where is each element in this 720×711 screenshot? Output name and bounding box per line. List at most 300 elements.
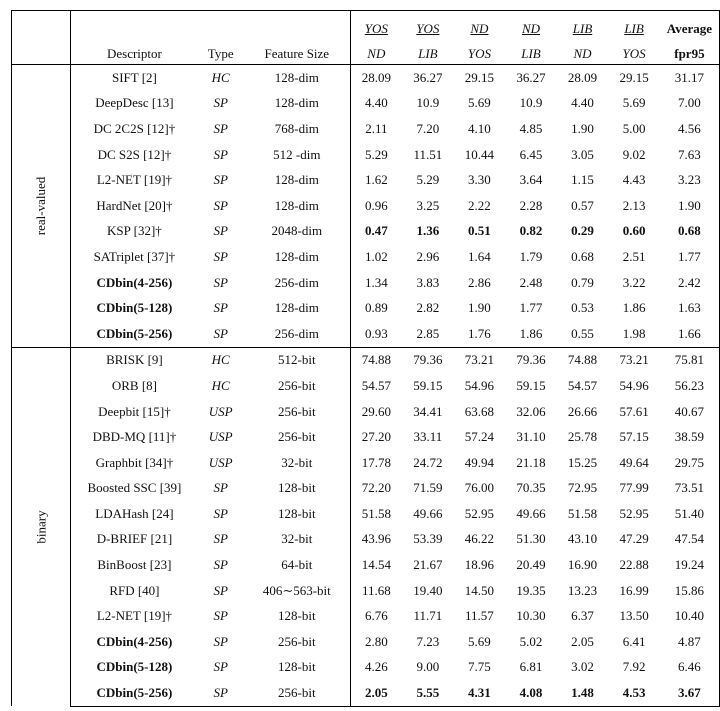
average-value: 4.87 [678, 633, 701, 649]
fpr-value-cell [505, 65, 557, 91]
fpr-value: 15.25 [567, 454, 598, 470]
descriptor-type: SP [213, 557, 228, 573]
table-row [12, 527, 720, 553]
descriptor-type-cell [197, 373, 244, 399]
fpr-value: 11.51 [413, 146, 443, 162]
fpr-value-cell [505, 552, 557, 578]
fpr-value: 22.88 [619, 557, 649, 573]
feature-size-cell [244, 244, 350, 270]
descriptor-name: Boosted SSC [39] [87, 480, 182, 496]
fpr-value: 54.96 [464, 377, 495, 393]
fpr-value: 10.9 [416, 95, 440, 111]
descriptor-type-cell [197, 501, 244, 527]
fpr-value: 29.15 [619, 69, 649, 85]
descriptor-type: SP [213, 685, 228, 701]
fpr-value-cell [608, 244, 660, 270]
fpr-value-cell [608, 167, 660, 193]
fpr-value: 0.47 [364, 223, 388, 239]
fpr-value: 79.36 [516, 352, 546, 368]
descriptor-name-cell [71, 578, 197, 604]
descriptor-name-cell [71, 347, 197, 373]
fpr-value: 2.05 [571, 633, 594, 649]
average-value: 7.63 [678, 146, 701, 162]
average-value: 29.75 [674, 454, 705, 470]
feature-size: 256-bit [278, 377, 316, 393]
fpr-value: 7.20 [416, 120, 440, 136]
table-row [12, 578, 720, 604]
fpr-value-cell [454, 219, 506, 245]
descriptor-name: L2-NET [19]† [96, 172, 173, 188]
feature-size-cell [244, 424, 350, 450]
average-value-cell [660, 655, 720, 681]
fpr-value-cell [608, 142, 660, 168]
header-test-0: ND [367, 46, 386, 61]
average-value-cell [660, 373, 720, 399]
descriptor-type-cell [197, 65, 244, 91]
fpr-value: 0.60 [622, 223, 646, 239]
table-body [12, 65, 720, 707]
feature-size-cell [244, 270, 350, 296]
descriptor-type: SP [213, 172, 228, 188]
feature-size-cell [244, 219, 350, 245]
fpr-value: 2.05 [364, 685, 388, 701]
descriptor-name-cell [71, 219, 197, 245]
fpr-value: 5.29 [416, 172, 440, 188]
descriptor-name: KSP [32]† [107, 223, 162, 239]
descriptor-type: SP [213, 480, 228, 496]
fpr-value-cell [557, 680, 609, 706]
fpr-value-cell [402, 629, 454, 655]
descriptor-type-cell [197, 552, 244, 578]
fpr-value-cell [454, 347, 506, 373]
header-train-3: ND [521, 21, 540, 36]
fpr-value-cell [454, 680, 506, 706]
average-value-cell [660, 347, 720, 373]
feature-size-cell [244, 193, 350, 219]
average-value: 31.17 [674, 69, 705, 85]
header-test-2: YOS [467, 46, 491, 61]
fpr-value-cell [505, 450, 557, 476]
fpr-value: 43.10 [567, 531, 598, 547]
fpr-value: 20.49 [516, 557, 546, 573]
fpr-value: 24.72 [413, 454, 443, 470]
descriptor-type-cell [197, 295, 244, 321]
fpr-value-cell [402, 244, 454, 270]
fpr-value-cell [402, 167, 454, 193]
fpr-value-cell [350, 527, 402, 553]
descriptor-name-cell [71, 476, 197, 502]
fpr-value-cell [350, 424, 402, 450]
fpr-value: 51.58 [361, 505, 391, 521]
fpr-value: 21.67 [413, 557, 443, 573]
average-value-cell [660, 244, 720, 270]
descriptor-name-cell [71, 270, 197, 296]
header-group-cell-2 [12, 37, 71, 65]
fpr-value-cell [608, 629, 660, 655]
header-fpr95: fpr95 [674, 46, 705, 61]
fpr-value: 5.02 [519, 633, 543, 649]
fpr-value: 1.34 [364, 274, 388, 290]
descriptor-type: SP [213, 248, 228, 264]
fpr-value: 52.95 [464, 505, 495, 521]
feature-size: 406∼563-bit [262, 582, 331, 598]
feature-size: 128-bit [278, 608, 316, 624]
fpr-value-cell [402, 270, 454, 296]
descriptor-name: RFD [40] [109, 582, 160, 598]
fpr-value-cell [505, 373, 557, 399]
descriptor-name-cell [71, 167, 197, 193]
header-test-3: LIB [521, 46, 541, 61]
fpr-value: 79.36 [413, 352, 443, 368]
fpr-value: 28.09 [361, 69, 391, 85]
fpr-value-cell [505, 527, 557, 553]
fpr-value-cell [454, 501, 506, 527]
fpr-value-cell [454, 295, 506, 321]
fpr-value-cell [557, 450, 609, 476]
descriptor-type-cell [197, 527, 244, 553]
descriptor-type: SP [213, 325, 228, 341]
fpr-value: 36.27 [413, 69, 443, 85]
descriptor-name: DBD-MQ [11]† [92, 429, 177, 445]
average-value: 1.77 [678, 248, 701, 264]
descriptor-name-cell [71, 373, 197, 399]
fpr-value-cell [350, 655, 402, 681]
fpr-value-cell [557, 655, 609, 681]
fpr-value-cell [505, 501, 557, 527]
fpr-value: 1.62 [364, 172, 388, 188]
fpr-value-cell [454, 629, 506, 655]
average-value-cell [660, 270, 720, 296]
fpr-value-cell [350, 142, 402, 168]
fpr-value: 21.18 [516, 454, 546, 470]
header-row-top [12, 11, 720, 38]
table-row [12, 373, 720, 399]
descriptor-type-cell [197, 270, 244, 296]
descriptor-name-cell [71, 295, 197, 321]
table-row [12, 116, 720, 142]
feature-size: 768-dim [274, 120, 319, 136]
fpr-value-cell [402, 347, 454, 373]
fpr-value-cell [505, 116, 557, 142]
fpr-value-cell [608, 603, 660, 629]
fpr-value: 2.48 [519, 274, 543, 290]
descriptor-name: BinBoost [23] [97, 557, 172, 573]
fpr-value-cell [350, 552, 402, 578]
fpr-value: 51.30 [516, 531, 546, 547]
average-value-cell [660, 321, 720, 347]
header-train-1: YOS [416, 21, 440, 36]
fpr-value: 29.15 [464, 69, 495, 85]
fpr-value: 36.27 [516, 69, 546, 85]
average-value: 40.67 [674, 403, 705, 419]
fpr-value-cell [608, 680, 660, 706]
fpr-value: 54.57 [567, 377, 598, 393]
descriptor-type: USP [208, 454, 233, 470]
descriptor-name-cell [71, 629, 197, 655]
fpr-value: 1.79 [519, 248, 543, 264]
descriptor-type-cell [197, 347, 244, 373]
header-train-5: LIB [624, 21, 644, 36]
table-row [12, 399, 720, 425]
fpr-value: 14.54 [361, 557, 391, 573]
fpr-value: 32.06 [516, 403, 546, 419]
fpr-value-cell [402, 219, 454, 245]
feature-size: 128-bit [278, 505, 316, 521]
fpr-value-cell [350, 193, 402, 219]
feature-size: 256-dim [274, 325, 319, 341]
fpr-value: 13.50 [619, 608, 649, 624]
fpr-value-cell [454, 270, 506, 296]
descriptor-type-cell [197, 116, 244, 142]
average-value-cell [660, 295, 720, 321]
fpr-value: 49.66 [413, 505, 443, 521]
fpr-value-cell [454, 399, 506, 425]
fpr-value: 29.60 [361, 403, 391, 419]
header-average: Average [666, 21, 713, 36]
descriptor-type-cell [197, 578, 244, 604]
fpr-value-cell [402, 193, 454, 219]
descriptor-type-cell [197, 629, 244, 655]
feature-size: 32-bit [281, 531, 313, 547]
fpr-value: 73.21 [464, 352, 495, 368]
average-value: 3.23 [678, 172, 701, 188]
table-row [12, 193, 720, 219]
feature-size: 64-bit [281, 557, 313, 573]
fpr-value-cell [608, 219, 660, 245]
fpr-value-cell [454, 373, 506, 399]
descriptor-name-cell [71, 244, 197, 270]
fpr-value: 2.85 [416, 325, 440, 341]
feature-size: 128-bit [278, 659, 316, 675]
descriptor-type: HC [211, 377, 230, 393]
fpr-value-cell [402, 424, 454, 450]
fpr-value: 5.69 [468, 95, 491, 111]
fpr-value: 17.78 [361, 454, 391, 470]
average-value: 0.68 [678, 223, 701, 239]
fpr-value-cell [557, 244, 609, 270]
fpr-value: 10.44 [464, 146, 495, 162]
fpr-value: 16.90 [567, 557, 598, 573]
header-train-2: ND [470, 21, 489, 36]
fpr-value-cell [505, 424, 557, 450]
fpr-value: 7.23 [416, 633, 440, 649]
fpr-value-cell [350, 501, 402, 527]
table-row [12, 219, 720, 245]
fpr-value-cell [350, 399, 402, 425]
fpr-value: 4.31 [468, 685, 491, 701]
descriptor-name: DC 2C2S [12]† [93, 120, 176, 136]
descriptor-type: SP [213, 608, 228, 624]
fpr-value-cell [454, 450, 506, 476]
fpr-value: 2.28 [519, 197, 543, 213]
average-value-cell [660, 399, 720, 425]
feature-size: 512 -dim [273, 146, 321, 162]
fpr-value: 5.69 [468, 633, 491, 649]
average-value: 7.00 [678, 95, 701, 111]
fpr-value: 3.64 [519, 172, 543, 188]
table-row [12, 552, 720, 578]
fpr-value: 54.96 [619, 377, 649, 393]
fpr-value: 52.95 [619, 505, 649, 521]
fpr-value-cell [350, 321, 402, 347]
fpr-value: 5.00 [622, 120, 646, 136]
descriptor-type-cell [197, 655, 244, 681]
average-value-cell [660, 193, 720, 219]
fpr-value-cell [350, 116, 402, 142]
fpr-value: 0.96 [364, 197, 388, 213]
fpr-value-cell [557, 603, 609, 629]
fpr-value: 51.58 [567, 505, 598, 521]
fpr-value-cell [454, 424, 506, 450]
fpr-value: 0.93 [364, 325, 388, 341]
descriptor-type: SP [213, 582, 228, 598]
average-value-cell [660, 91, 720, 117]
descriptor-name: LDAHash [24] [95, 505, 174, 521]
feature-size-cell [244, 116, 350, 142]
header-descriptor-spacer [71, 11, 197, 38]
fpr-value-cell [608, 116, 660, 142]
descriptor-type: SP [213, 531, 228, 547]
fpr-value: 4.26 [364, 659, 388, 675]
descriptor-name-cell [71, 116, 197, 142]
descriptor-name: Deepbit [15]† [98, 403, 171, 419]
feature-size-cell [244, 295, 350, 321]
fpr-value-cell [557, 116, 609, 142]
fpr-value-cell [608, 476, 660, 502]
fpr-value: 1.98 [622, 325, 646, 341]
fpr-value: 0.82 [519, 223, 543, 239]
average-value: 56.23 [674, 377, 705, 393]
fpr-value: 6.37 [571, 608, 594, 624]
average-value: 10.40 [674, 608, 705, 624]
fpr-value: 1.77 [519, 300, 543, 316]
fpr-value-cell [402, 295, 454, 321]
feature-size-cell [244, 501, 350, 527]
descriptor-type: HC [211, 352, 230, 368]
descriptor-type-cell [197, 244, 244, 270]
fpr-value: 3.25 [416, 197, 440, 213]
fpr-value-cell [505, 476, 557, 502]
fpr-value-cell [505, 680, 557, 706]
fpr-value-cell [608, 347, 660, 373]
fpr-value: 53.39 [413, 531, 443, 547]
descriptor-name: CDbin(5-256) [96, 685, 173, 701]
table-row [12, 680, 720, 706]
fpr-value-cell [557, 91, 609, 117]
fpr-value-cell [557, 552, 609, 578]
fpr-value-cell [557, 578, 609, 604]
fpr-value-cell [350, 270, 402, 296]
fpr-value: 14.50 [464, 582, 495, 598]
feature-size-cell [244, 680, 350, 706]
fpr-value: 46.22 [464, 531, 495, 547]
descriptor-type-cell [197, 142, 244, 168]
fpr-value-cell [350, 347, 402, 373]
fpr-value: 11.71 [413, 608, 443, 624]
fpr-value: 4.53 [622, 685, 646, 701]
fpr-value-cell [402, 603, 454, 629]
feature-size-cell [244, 655, 350, 681]
fpr-value: 4.10 [468, 120, 491, 136]
fpr-value: 2.51 [622, 248, 646, 264]
table-row [12, 424, 720, 450]
fpr-value: 3.30 [468, 172, 491, 188]
fpr-value-cell [350, 476, 402, 502]
fpr-value: 77.99 [619, 480, 649, 496]
fpr-value: 70.35 [516, 480, 546, 496]
table-row [12, 476, 720, 502]
header-test-4: ND [573, 46, 592, 61]
header-train-4: LIB [572, 21, 593, 36]
table-row [12, 655, 720, 681]
descriptor-type-cell [197, 193, 244, 219]
descriptor-name-cell [71, 603, 197, 629]
descriptor-type-cell [197, 450, 244, 476]
feature-size-cell [244, 91, 350, 117]
feature-size-cell [244, 629, 350, 655]
fpr-value-cell [608, 65, 660, 91]
average-value-cell [660, 603, 720, 629]
fpr-value-cell [350, 450, 402, 476]
fpr-value-cell [557, 193, 609, 219]
fpr-value: 0.79 [571, 274, 594, 290]
descriptor-name: BRISK [9] [106, 352, 163, 368]
fpr-value-cell [557, 501, 609, 527]
table-row [12, 65, 720, 91]
fpr-value: 26.66 [567, 403, 598, 419]
fpr-value: 59.15 [413, 377, 443, 393]
group-label-cell [12, 65, 71, 348]
table-row [12, 321, 720, 347]
header-feature-size: Feature Size [264, 46, 330, 61]
average-value: 75.81 [674, 352, 705, 368]
feature-size: 128-dim [274, 248, 319, 264]
fpr-value: 59.15 [516, 377, 546, 393]
fpr-value-cell [402, 142, 454, 168]
header-type-spacer [197, 11, 244, 38]
descriptor-name-cell [71, 142, 197, 168]
fpr-value: 1.15 [571, 172, 594, 188]
fpr-value: 1.90 [571, 120, 594, 136]
feature-size: 256-dim [274, 274, 319, 290]
fpr-value-cell [350, 680, 402, 706]
fpr-value-cell [557, 347, 609, 373]
fpr-value: 13.23 [567, 582, 598, 598]
fpr-value-cell [350, 295, 402, 321]
descriptor-name-cell [71, 65, 197, 91]
feature-size-cell [244, 552, 350, 578]
descriptor-name: DeepDesc [13] [95, 95, 174, 111]
average-value: 2.42 [678, 274, 701, 290]
fpr-value-cell [505, 270, 557, 296]
fpr-value: 6.45 [519, 146, 543, 162]
descriptor-name: D-BRIEF [21] [96, 531, 173, 547]
feature-size: 2048-dim [271, 223, 323, 239]
fpr-value-cell [350, 244, 402, 270]
feature-size-cell [244, 527, 350, 553]
feature-size: 256-bit [278, 633, 316, 649]
fpr-value: 2.96 [416, 248, 440, 264]
fpr-value: 7.75 [468, 659, 491, 675]
header-row-bottom [12, 37, 720, 65]
fpr-value-cell [557, 527, 609, 553]
fpr-value-cell [454, 116, 506, 142]
fpr-value: 0.55 [571, 325, 594, 341]
fpr-value: 16.99 [619, 582, 649, 598]
fpr-value-cell [557, 219, 609, 245]
fpr-value: 9.00 [416, 659, 440, 675]
fpr-value-cell [402, 450, 454, 476]
